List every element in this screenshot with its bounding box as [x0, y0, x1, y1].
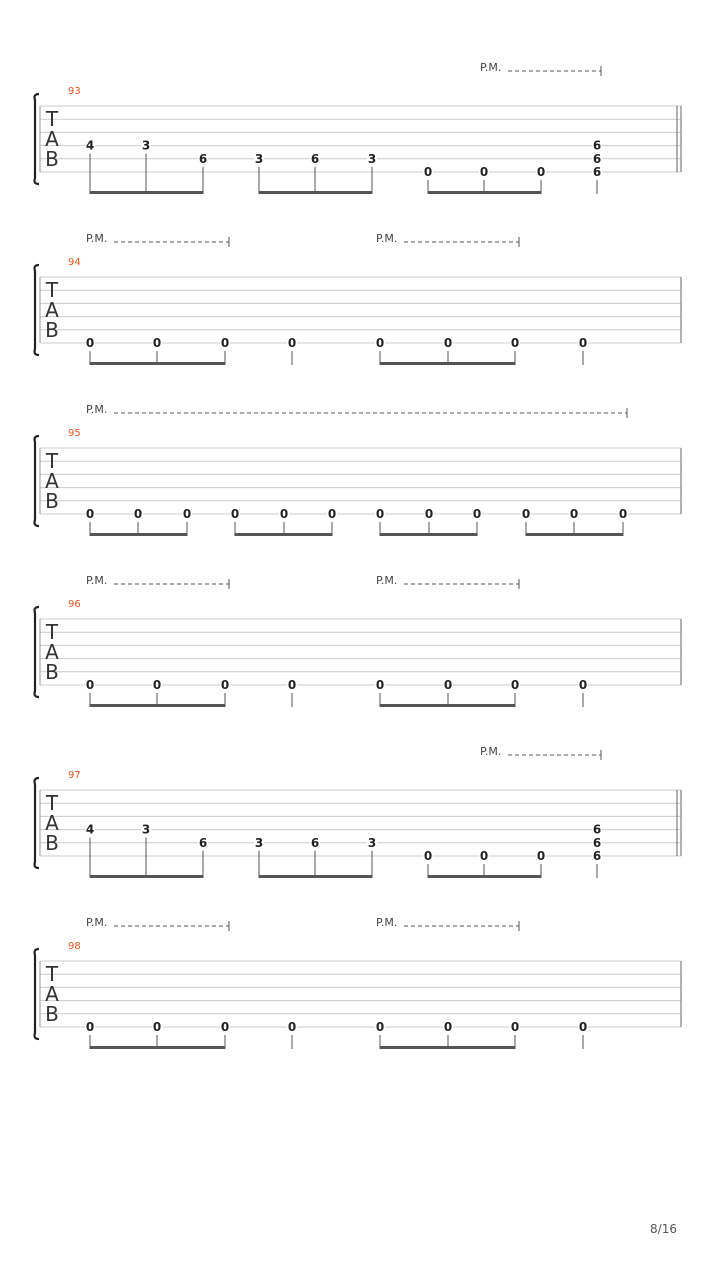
- fret-number: 0: [472, 507, 482, 521]
- tab-clef-letter: T: [45, 791, 59, 815]
- fret-number: 6: [592, 822, 602, 837]
- measure-number: 97: [68, 770, 81, 781]
- palm-mute-label: P.M.: [376, 232, 398, 245]
- fret-number: 0: [375, 678, 385, 692]
- tab-clef-letter: B: [45, 147, 59, 171]
- measure-number: 95: [68, 428, 81, 439]
- fret-number: 0: [443, 336, 453, 350]
- fret-number: 6: [592, 165, 602, 179]
- beam: [90, 704, 225, 707]
- page-number: 8/16: [650, 1222, 677, 1236]
- beam: [90, 191, 203, 194]
- fret-number: 0: [85, 1020, 95, 1034]
- beam: [90, 533, 187, 536]
- fret-number: 0: [85, 678, 95, 692]
- tab-clef-letter: A: [45, 127, 59, 151]
- beam: [90, 1046, 225, 1049]
- fret-number: 4: [85, 138, 95, 153]
- beam: [235, 533, 332, 536]
- palm-mute-label: P.M.: [480, 745, 502, 758]
- tab-clef-letter: T: [45, 278, 59, 302]
- palm-mute-label: P.M.: [86, 232, 108, 245]
- fret-number: 0: [375, 507, 385, 521]
- fret-number: 6: [592, 849, 602, 863]
- fret-number: 0: [536, 165, 546, 179]
- fret-number: 0: [152, 1020, 162, 1034]
- measure-number: 94: [68, 257, 81, 268]
- fret-number: 3: [254, 835, 264, 850]
- fret-number: 0: [327, 507, 337, 521]
- tab-clef-letter: B: [45, 1002, 59, 1026]
- fret-number: 0: [133, 507, 143, 521]
- palm-mute-label: P.M.: [480, 61, 502, 74]
- palm-mute-label: P.M.: [86, 403, 108, 416]
- system-bracket: [35, 778, 40, 868]
- tab-clef-letter: T: [45, 449, 59, 473]
- beam: [428, 191, 541, 194]
- tab-clef-letter: A: [45, 811, 59, 835]
- fret-number: 0: [375, 1020, 385, 1034]
- tab-clef-letter: B: [45, 489, 59, 513]
- system-bracket: [35, 607, 40, 697]
- fret-number: 0: [220, 1020, 230, 1034]
- fret-number: 0: [423, 849, 433, 863]
- fret-number: 0: [618, 507, 628, 521]
- beam: [380, 533, 477, 536]
- fret-number: 0: [443, 1020, 453, 1034]
- fret-number: 3: [254, 151, 264, 166]
- fret-number: 0: [536, 849, 546, 863]
- tab-clef-letter: T: [45, 620, 59, 644]
- fret-number: 0: [152, 678, 162, 692]
- beam: [380, 704, 515, 707]
- fret-number: 0: [287, 336, 297, 350]
- fret-number: 0: [510, 336, 520, 350]
- fret-number: 0: [424, 507, 434, 521]
- fret-number: 0: [230, 507, 240, 521]
- fret-number: 0: [85, 507, 95, 521]
- system-bracket: [35, 436, 40, 526]
- fret-number: 0: [569, 507, 579, 521]
- fret-number: 6: [310, 151, 320, 166]
- measure-number: 98: [68, 941, 81, 952]
- fret-number: 0: [220, 678, 230, 692]
- fret-number: 0: [423, 165, 433, 179]
- fret-number: 6: [310, 835, 320, 850]
- fret-number: 0: [578, 678, 588, 692]
- fret-number: 0: [578, 1020, 588, 1034]
- beam: [380, 362, 515, 365]
- tab-clef-letter: T: [45, 107, 59, 131]
- fret-number: 0: [279, 507, 289, 521]
- system-bracket: [35, 949, 40, 1039]
- beam: [259, 191, 372, 194]
- fret-number: 0: [443, 678, 453, 692]
- fret-number: 0: [479, 165, 489, 179]
- fret-number: 3: [367, 835, 377, 850]
- fret-number: 3: [141, 822, 151, 837]
- fret-number: 6: [592, 151, 602, 166]
- fret-number: 0: [287, 678, 297, 692]
- system-bracket: [35, 94, 40, 184]
- fret-number: 0: [521, 507, 531, 521]
- fret-number: 0: [182, 507, 192, 521]
- tab-clef-letter: A: [45, 640, 59, 664]
- fret-number: 0: [375, 336, 385, 350]
- measure-number: 93: [68, 86, 81, 97]
- fret-number: 4: [85, 822, 95, 837]
- beam: [380, 1046, 515, 1049]
- palm-mute-label: P.M.: [376, 916, 398, 929]
- measure-number: 96: [68, 599, 81, 610]
- tab-clef-letter: T: [45, 962, 59, 986]
- beam: [526, 533, 623, 536]
- palm-mute-label: P.M.: [86, 916, 108, 929]
- fret-number: 6: [198, 835, 208, 850]
- tab-clef-letter: A: [45, 982, 59, 1006]
- fret-number: 0: [510, 678, 520, 692]
- tab-clef-letter: B: [45, 831, 59, 855]
- fret-number: 6: [592, 835, 602, 850]
- palm-mute-label: P.M.: [376, 574, 398, 587]
- tab-clef-letter: B: [45, 318, 59, 342]
- fret-number: 3: [141, 138, 151, 153]
- beam: [259, 875, 372, 878]
- beam: [90, 362, 225, 365]
- fret-number: 0: [85, 336, 95, 350]
- fret-number: 0: [510, 1020, 520, 1034]
- system-bracket: [35, 265, 40, 355]
- palm-mute-label: P.M.: [86, 574, 108, 587]
- fret-number: 0: [220, 336, 230, 350]
- tab-clef-letter: B: [45, 660, 59, 684]
- fret-number: 3: [367, 151, 377, 166]
- fret-number: 6: [198, 151, 208, 166]
- beam: [90, 875, 203, 878]
- beam: [428, 875, 541, 878]
- fret-number: 0: [578, 336, 588, 350]
- fret-number: 0: [287, 1020, 297, 1034]
- tab-clef-letter: A: [45, 298, 59, 322]
- fret-number: 0: [479, 849, 489, 863]
- fret-number: 0: [152, 336, 162, 350]
- fret-number: 6: [592, 138, 602, 153]
- tab-clef-letter: A: [45, 469, 59, 493]
